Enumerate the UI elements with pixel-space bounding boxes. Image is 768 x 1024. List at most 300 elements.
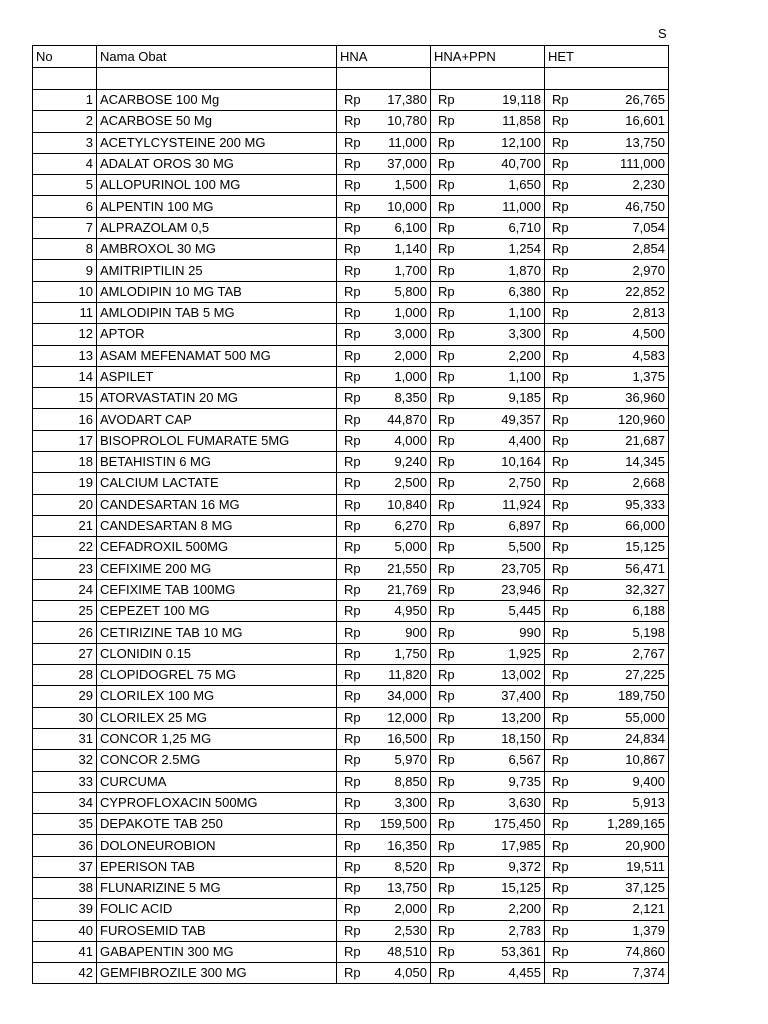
currency-label: Rp (344, 92, 361, 108)
price-het (545, 643, 669, 664)
currency-label: Rp (344, 624, 361, 640)
price-value: 2,813 (632, 305, 665, 321)
drug-name: CEFIXIME 200 MG (97, 558, 337, 579)
price-value: 1,000 (394, 369, 427, 384)
price-value: 1,500 (394, 177, 427, 193)
price-value: 175,450 (494, 816, 541, 832)
table-row (33, 153, 669, 174)
currency-label: Rp (438, 667, 455, 683)
price-value: 2,200 (508, 347, 541, 363)
table-row (33, 494, 669, 515)
table-row (33, 281, 669, 302)
price-value: 13,200 (501, 709, 541, 725)
currency-label: Rp (344, 347, 361, 363)
table-row (33, 196, 669, 217)
currency-label: Rp (344, 219, 361, 235)
price-hna (337, 217, 431, 238)
price-hna (337, 899, 431, 920)
price-het (545, 196, 669, 217)
price-value: 5,198 (632, 624, 665, 640)
price-het (545, 452, 669, 473)
price-value: 12,100 (501, 134, 541, 150)
price-hna (337, 90, 431, 111)
row-number: 9 (33, 260, 97, 281)
drug-name: EPERISON TAB (97, 856, 337, 877)
currency-label: Rp (552, 773, 569, 789)
price-value: 11,858 (502, 113, 541, 129)
price-hna-ppn (431, 494, 545, 515)
currency-label: Rp (552, 880, 569, 896)
price-value: 7,374 (632, 965, 665, 981)
drug-name: ACETYLCYSTEINE 200 MG (97, 132, 337, 153)
currency-label: Rp (344, 709, 361, 725)
table-row (33, 430, 669, 451)
currency-label: Rp (344, 305, 361, 321)
price-value: 10,164 (501, 454, 541, 470)
currency-label: Rp (552, 283, 569, 299)
drug-name: BETAHISTIN 6 MG (97, 452, 337, 473)
currency-label: Rp (438, 454, 455, 470)
currency-label: Rp (438, 134, 455, 150)
drug-name: CLORILEX 25 MG (97, 707, 337, 728)
price-value: 5,800 (394, 283, 427, 299)
price-het (545, 217, 669, 238)
price-value: 37,400 (501, 688, 541, 704)
price-hna (337, 366, 431, 387)
currency-label: Rp (344, 113, 361, 129)
price-value: 14,345 (625, 454, 665, 470)
row-number: 1 (33, 90, 97, 111)
price-value: 5,500 (508, 539, 541, 555)
price-value: 16,601 (625, 113, 665, 129)
currency-label: Rp (438, 731, 455, 747)
currency-label: Rp (438, 581, 455, 597)
currency-label: Rp (552, 645, 569, 661)
price-value: 32,327 (625, 581, 665, 597)
currency-label: Rp (438, 901, 455, 917)
price-hna (337, 920, 431, 941)
row-number: 19 (33, 473, 97, 494)
table-row (33, 920, 669, 941)
row-number: 32 (33, 750, 97, 771)
currency-label: Rp (438, 773, 455, 789)
price-value: 4,400 (508, 432, 541, 448)
price-hna-ppn (431, 622, 545, 643)
currency-label: Rp (552, 198, 569, 214)
row-number: 15 (33, 388, 97, 409)
price-value: 3,300 (394, 794, 427, 810)
table-row (33, 814, 669, 835)
price-value: 53,361 (501, 944, 541, 960)
price-het (545, 601, 669, 622)
price-hna-ppn (431, 175, 545, 196)
drug-name: GABAPENTIN 300 MG (97, 941, 337, 962)
price-het (545, 239, 669, 260)
table-row (33, 90, 669, 111)
currency-label: Rp (552, 113, 569, 129)
drug-name: CETIRIZINE TAB 10 MG (97, 622, 337, 643)
price-hna (337, 856, 431, 877)
currency-label: Rp (438, 794, 455, 810)
drug-name: ALLOPURINOL 100 MG (97, 175, 337, 196)
header-hna: HNA (337, 46, 431, 68)
price-hna-ppn (431, 452, 545, 473)
price-hna-ppn (431, 771, 545, 792)
price-hna-ppn (431, 537, 545, 558)
price-value: 1,375 (632, 369, 665, 384)
currency-label: Rp (552, 326, 569, 342)
currency-label: Rp (438, 113, 455, 129)
currency-label: Rp (438, 432, 455, 448)
price-hna-ppn (431, 111, 545, 132)
price-hna (337, 601, 431, 622)
currency-label: Rp (552, 454, 569, 470)
currency-label: Rp (552, 858, 569, 874)
currency-label: Rp (438, 837, 455, 853)
price-value: 2,530 (394, 922, 427, 938)
row-number: 42 (33, 963, 97, 984)
price-hna-ppn (431, 430, 545, 451)
currency-label: Rp (344, 560, 361, 576)
row-number: 41 (33, 941, 97, 962)
price-value: 16,500 (387, 731, 427, 747)
row-number: 34 (33, 792, 97, 813)
currency-label: Rp (438, 411, 455, 427)
table-row (33, 452, 669, 473)
price-value: 37,125 (625, 880, 665, 896)
row-number: 29 (33, 686, 97, 707)
price-hna-ppn (431, 281, 545, 302)
currency-label: Rp (552, 581, 569, 597)
price-value: 900 (405, 624, 427, 640)
currency-label: Rp (552, 731, 569, 747)
currency-label: Rp (438, 645, 455, 661)
row-number: 18 (33, 452, 97, 473)
price-hna (337, 792, 431, 813)
price-value: 23,946 (501, 581, 541, 597)
price-het (545, 877, 669, 898)
table-row (33, 175, 669, 196)
price-value: 26,765 (625, 92, 665, 108)
row-number: 22 (33, 537, 97, 558)
price-het (545, 792, 669, 813)
price-hna (337, 260, 431, 281)
table-row (33, 579, 669, 600)
drug-name: AVODART CAP (97, 409, 337, 430)
row-number: 17 (33, 430, 97, 451)
currency-label: Rp (344, 965, 361, 981)
currency-label: Rp (438, 688, 455, 704)
currency-label: Rp (552, 603, 569, 619)
currency-label: Rp (438, 539, 455, 555)
price-value: 21,687 (625, 432, 665, 448)
table-row (33, 792, 669, 813)
currency-label: Rp (438, 219, 455, 235)
row-number: 13 (33, 345, 97, 366)
price-value: 9,240 (394, 454, 427, 470)
price-value: 5,000 (394, 539, 427, 555)
row-number: 35 (33, 814, 97, 835)
price-value: 18,150 (501, 731, 541, 747)
drug-name: ALPENTIN 100 MG (97, 196, 337, 217)
currency-label: Rp (552, 794, 569, 810)
currency-label: Rp (438, 965, 455, 981)
price-het (545, 920, 669, 941)
price-value: 10,780 (387, 113, 427, 129)
drug-name: APTOR (97, 324, 337, 345)
price-hna (337, 728, 431, 749)
currency-label: Rp (344, 667, 361, 683)
price-hna (337, 239, 431, 260)
price-value: 24,834 (625, 731, 665, 747)
price-value: 20,900 (625, 837, 665, 853)
price-het (545, 345, 669, 366)
table-row (33, 856, 669, 877)
price-value: 17,380 (387, 92, 427, 108)
drug-name: ATORVASTATIN 20 MG (97, 388, 337, 409)
table-row (33, 302, 669, 323)
price-hna (337, 409, 431, 430)
currency-label: Rp (344, 156, 361, 172)
price-value: 4,050 (394, 965, 427, 981)
price-value: 990 (519, 624, 541, 640)
price-value: 189,750 (618, 688, 665, 704)
currency-label: Rp (552, 432, 569, 448)
price-value: 6,567 (508, 752, 541, 768)
table-row (33, 388, 669, 409)
currency-label: Rp (552, 496, 569, 512)
drug-name: CANDESARTAN 16 MG (97, 494, 337, 515)
price-het (545, 665, 669, 686)
currency-label: Rp (438, 241, 455, 257)
price-het (545, 899, 669, 920)
price-hna (337, 963, 431, 984)
header-no: No (33, 46, 97, 68)
table-row (33, 941, 669, 962)
price-hna (337, 175, 431, 196)
currency-label: Rp (344, 901, 361, 917)
price-value: 2,668 (632, 475, 665, 491)
currency-label: Rp (344, 773, 361, 789)
price-value: 1,750 (394, 645, 427, 661)
currency-label: Rp (344, 518, 361, 534)
price-het (545, 622, 669, 643)
price-value: 6,710 (508, 219, 541, 235)
price-hna-ppn (431, 366, 545, 387)
price-value: 9,372 (508, 858, 541, 874)
price-value: 4,950 (394, 603, 427, 619)
price-value: 111,000 (619, 156, 665, 172)
price-het (545, 153, 669, 174)
drug-name: FLUNARIZINE 5 MG (97, 877, 337, 898)
drug-name: FOLIC ACID (97, 899, 337, 920)
price-hna-ppn (431, 856, 545, 877)
price-value: 1,925 (508, 645, 541, 661)
currency-label: Rp (438, 347, 455, 363)
currency-label: Rp (438, 922, 455, 938)
row-number: 2 (33, 111, 97, 132)
page-header-fragment: S (658, 26, 667, 41)
row-number: 23 (33, 558, 97, 579)
currency-label: Rp (344, 390, 361, 406)
currency-label: Rp (552, 390, 569, 406)
drug-name: ASPILET (97, 366, 337, 387)
price-value: 8,520 (394, 858, 427, 874)
header-het: HET (545, 46, 669, 68)
price-value: 2,750 (508, 475, 541, 491)
price-value: 27,225 (625, 667, 665, 683)
price-value: 1,254 (508, 241, 541, 257)
currency-label: Rp (552, 347, 569, 363)
row-number: 26 (33, 622, 97, 643)
price-het (545, 366, 669, 387)
price-hna (337, 153, 431, 174)
price-het (545, 494, 669, 515)
price-value: 2,767 (632, 645, 665, 661)
price-hna-ppn (431, 941, 545, 962)
drug-name: CEFIXIME TAB 100MG (97, 579, 337, 600)
currency-label: Rp (552, 177, 569, 193)
price-het (545, 941, 669, 962)
currency-label: Rp (438, 752, 455, 768)
table-row (33, 366, 669, 387)
currency-label: Rp (552, 944, 569, 960)
price-het (545, 281, 669, 302)
currency-label: Rp (438, 518, 455, 534)
price-hna (337, 430, 431, 451)
drug-name: CONCOR 1,25 MG (97, 728, 337, 749)
price-value: 4,000 (394, 432, 427, 448)
price-value: 3,300 (508, 326, 541, 342)
price-value: 40,700 (501, 156, 541, 172)
header-name: Nama Obat (97, 46, 337, 68)
currency-label: Rp (344, 858, 361, 874)
currency-label: Rp (552, 92, 569, 108)
price-hna-ppn (431, 324, 545, 345)
price-value: 4,583 (632, 347, 665, 363)
price-hna (337, 814, 431, 835)
price-hna (337, 877, 431, 898)
price-het (545, 515, 669, 536)
currency-label: Rp (344, 688, 361, 704)
price-het (545, 409, 669, 430)
price-het (545, 750, 669, 771)
price-het (545, 579, 669, 600)
currency-label: Rp (552, 134, 569, 150)
price-hna (337, 494, 431, 515)
price-value: 11,820 (388, 667, 427, 683)
currency-label: Rp (344, 752, 361, 768)
price-het (545, 835, 669, 856)
price-hna (337, 707, 431, 728)
currency-label: Rp (552, 560, 569, 576)
currency-label: Rp (552, 262, 569, 278)
currency-label: Rp (552, 901, 569, 917)
currency-label: Rp (344, 198, 361, 214)
price-het (545, 537, 669, 558)
currency-label: Rp (552, 156, 569, 172)
currency-label: Rp (552, 241, 569, 257)
currency-label: Rp (552, 922, 569, 938)
price-hna-ppn (431, 217, 545, 238)
price-value: 120,960 (618, 411, 665, 427)
price-hna (337, 132, 431, 153)
currency-label: Rp (438, 603, 455, 619)
price-hna (337, 196, 431, 217)
currency-label: Rp (344, 134, 361, 150)
currency-label: Rp (552, 709, 569, 725)
price-value: 36,960 (625, 390, 665, 406)
price-hna (337, 771, 431, 792)
currency-label: Rp (438, 944, 455, 960)
currency-label: Rp (552, 624, 569, 640)
currency-label: Rp (344, 475, 361, 491)
price-value: 22,852 (625, 283, 665, 299)
drug-name: CLONIDIN 0.15 (97, 643, 337, 664)
price-value: 8,850 (394, 773, 427, 789)
price-hna-ppn (431, 196, 545, 217)
currency-label: Rp (552, 837, 569, 853)
currency-label: Rp (344, 731, 361, 747)
price-value: 19,511 (626, 858, 665, 874)
price-value: 16,350 (387, 837, 427, 853)
currency-label: Rp (438, 198, 455, 214)
drug-name: AMITRIPTILIN 25 (97, 260, 337, 281)
currency-label: Rp (552, 369, 569, 384)
drug-name: CANDESARTAN 8 MG (97, 515, 337, 536)
price-value: 9,735 (508, 773, 541, 789)
currency-label: Rp (552, 688, 569, 704)
currency-label: Rp (438, 177, 455, 193)
price-het (545, 302, 669, 323)
currency-label: Rp (438, 92, 455, 108)
currency-label: Rp (552, 411, 569, 427)
price-hna (337, 558, 431, 579)
price-value: 5,913 (632, 794, 665, 810)
price-hna-ppn (431, 515, 545, 536)
drug-name: CURCUMA (97, 771, 337, 792)
price-value: 9,400 (632, 773, 665, 789)
price-hna (337, 515, 431, 536)
currency-label: Rp (552, 539, 569, 555)
price-value: 13,750 (387, 880, 427, 896)
price-hna (337, 302, 431, 323)
price-hna-ppn (431, 579, 545, 600)
table-row (33, 686, 669, 707)
price-value: 13,002 (501, 667, 541, 683)
price-hna (337, 835, 431, 856)
row-number: 38 (33, 877, 97, 898)
price-hna (337, 665, 431, 686)
price-value: 21,550 (387, 560, 427, 576)
price-hna (337, 941, 431, 962)
drug-name: CALCIUM LACTATE (97, 473, 337, 494)
empty-row (33, 68, 669, 90)
price-hna (337, 388, 431, 409)
price-value: 4,500 (632, 326, 665, 342)
price-value: 2,970 (632, 262, 665, 278)
table-row (33, 835, 669, 856)
currency-label: Rp (438, 369, 455, 384)
currency-label: Rp (344, 645, 361, 661)
price-value: 6,270 (394, 518, 427, 534)
price-hna-ppn (431, 665, 545, 686)
table-row (33, 558, 669, 579)
drug-name: FUROSEMID TAB (97, 920, 337, 941)
currency-label: Rp (438, 858, 455, 874)
price-het (545, 90, 669, 111)
price-value: 3,000 (394, 326, 427, 342)
